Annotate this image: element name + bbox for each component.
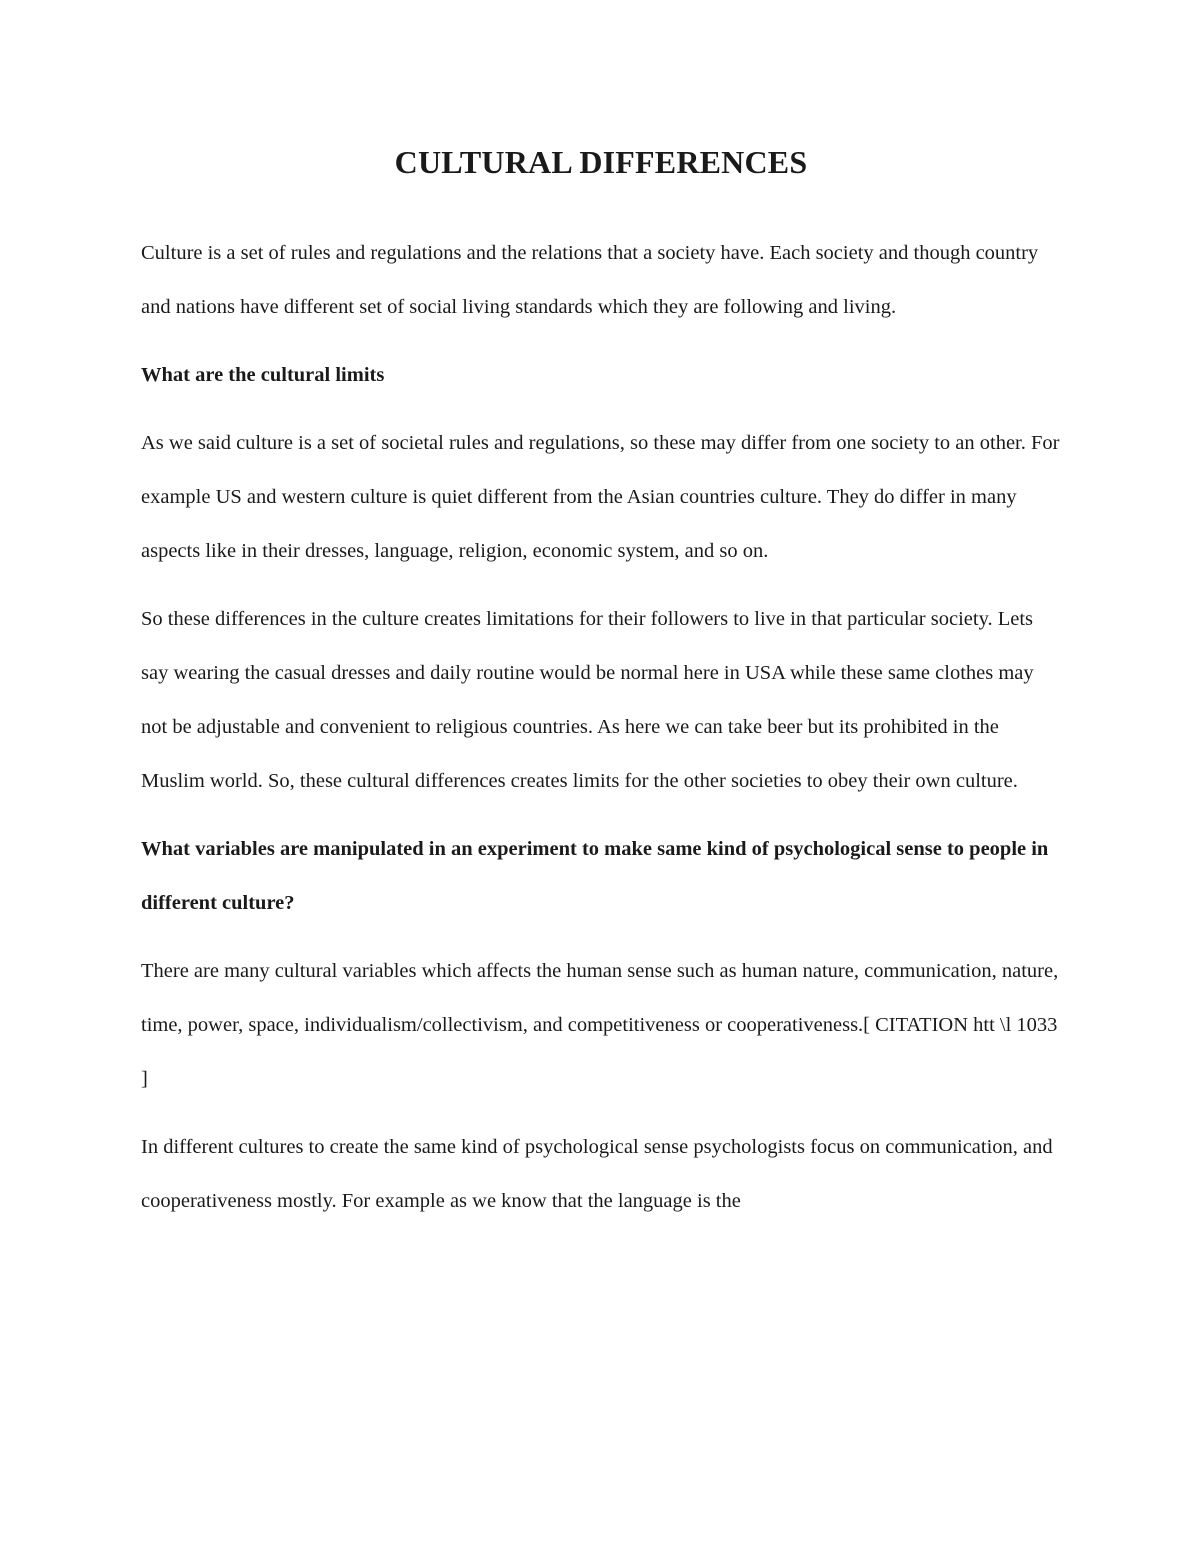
heading-variables-manipulated: What variables are manipulated in an experiment to make same kind of psychological sense to people in different culture? [141,838,1049,914]
document-title: CULTURAL DIFFERENCES [394,144,808,180]
paragraph-limitations: So these differences in the culture creates limitations for their followers to live in that particular society. Lets say wearing the casual dresses and daily routine would be normal here in USA while these same clothes may not be adjustable and convenient to religious countries. As here we can take beer but its prohibited in the Muslim world. So, these cultural differences creates limits for the other societies to obey their own culture. [141,608,1034,792]
paragraph-societal-rules: As we said culture is a set of societal rules and regulations, so these may differ from one society to an other. For example US and western culture is quiet different from the Asian countries culture. They do differ in many aspects like in their dresses, language, religion, economic system, and so on. [141,432,1060,562]
heading-cultural-limits: What are the cultural limits [141,364,385,386]
document-body [141,140,1061,1228]
paragraph-culture-definition: Culture is a set of rules and regulations and the relations that a society have. Each society and though country and nations have different set of social living standards which they are following and living. [141,242,1039,318]
paragraph-cultural-variables: There are many cultural variables which affects the human sense such as human nature, communication, nature, time, power, space, individualism/collectivism, and competitiveness or cooperativeness.[ CITATION htt \l 1033 ] [141,960,1059,1090]
paragraph-psychological-sense: In different cultures to create the same kind of psychological sense psychologists focus on communication, and cooperativeness mostly. For example as we know that the language is the [141,1136,1053,1212]
